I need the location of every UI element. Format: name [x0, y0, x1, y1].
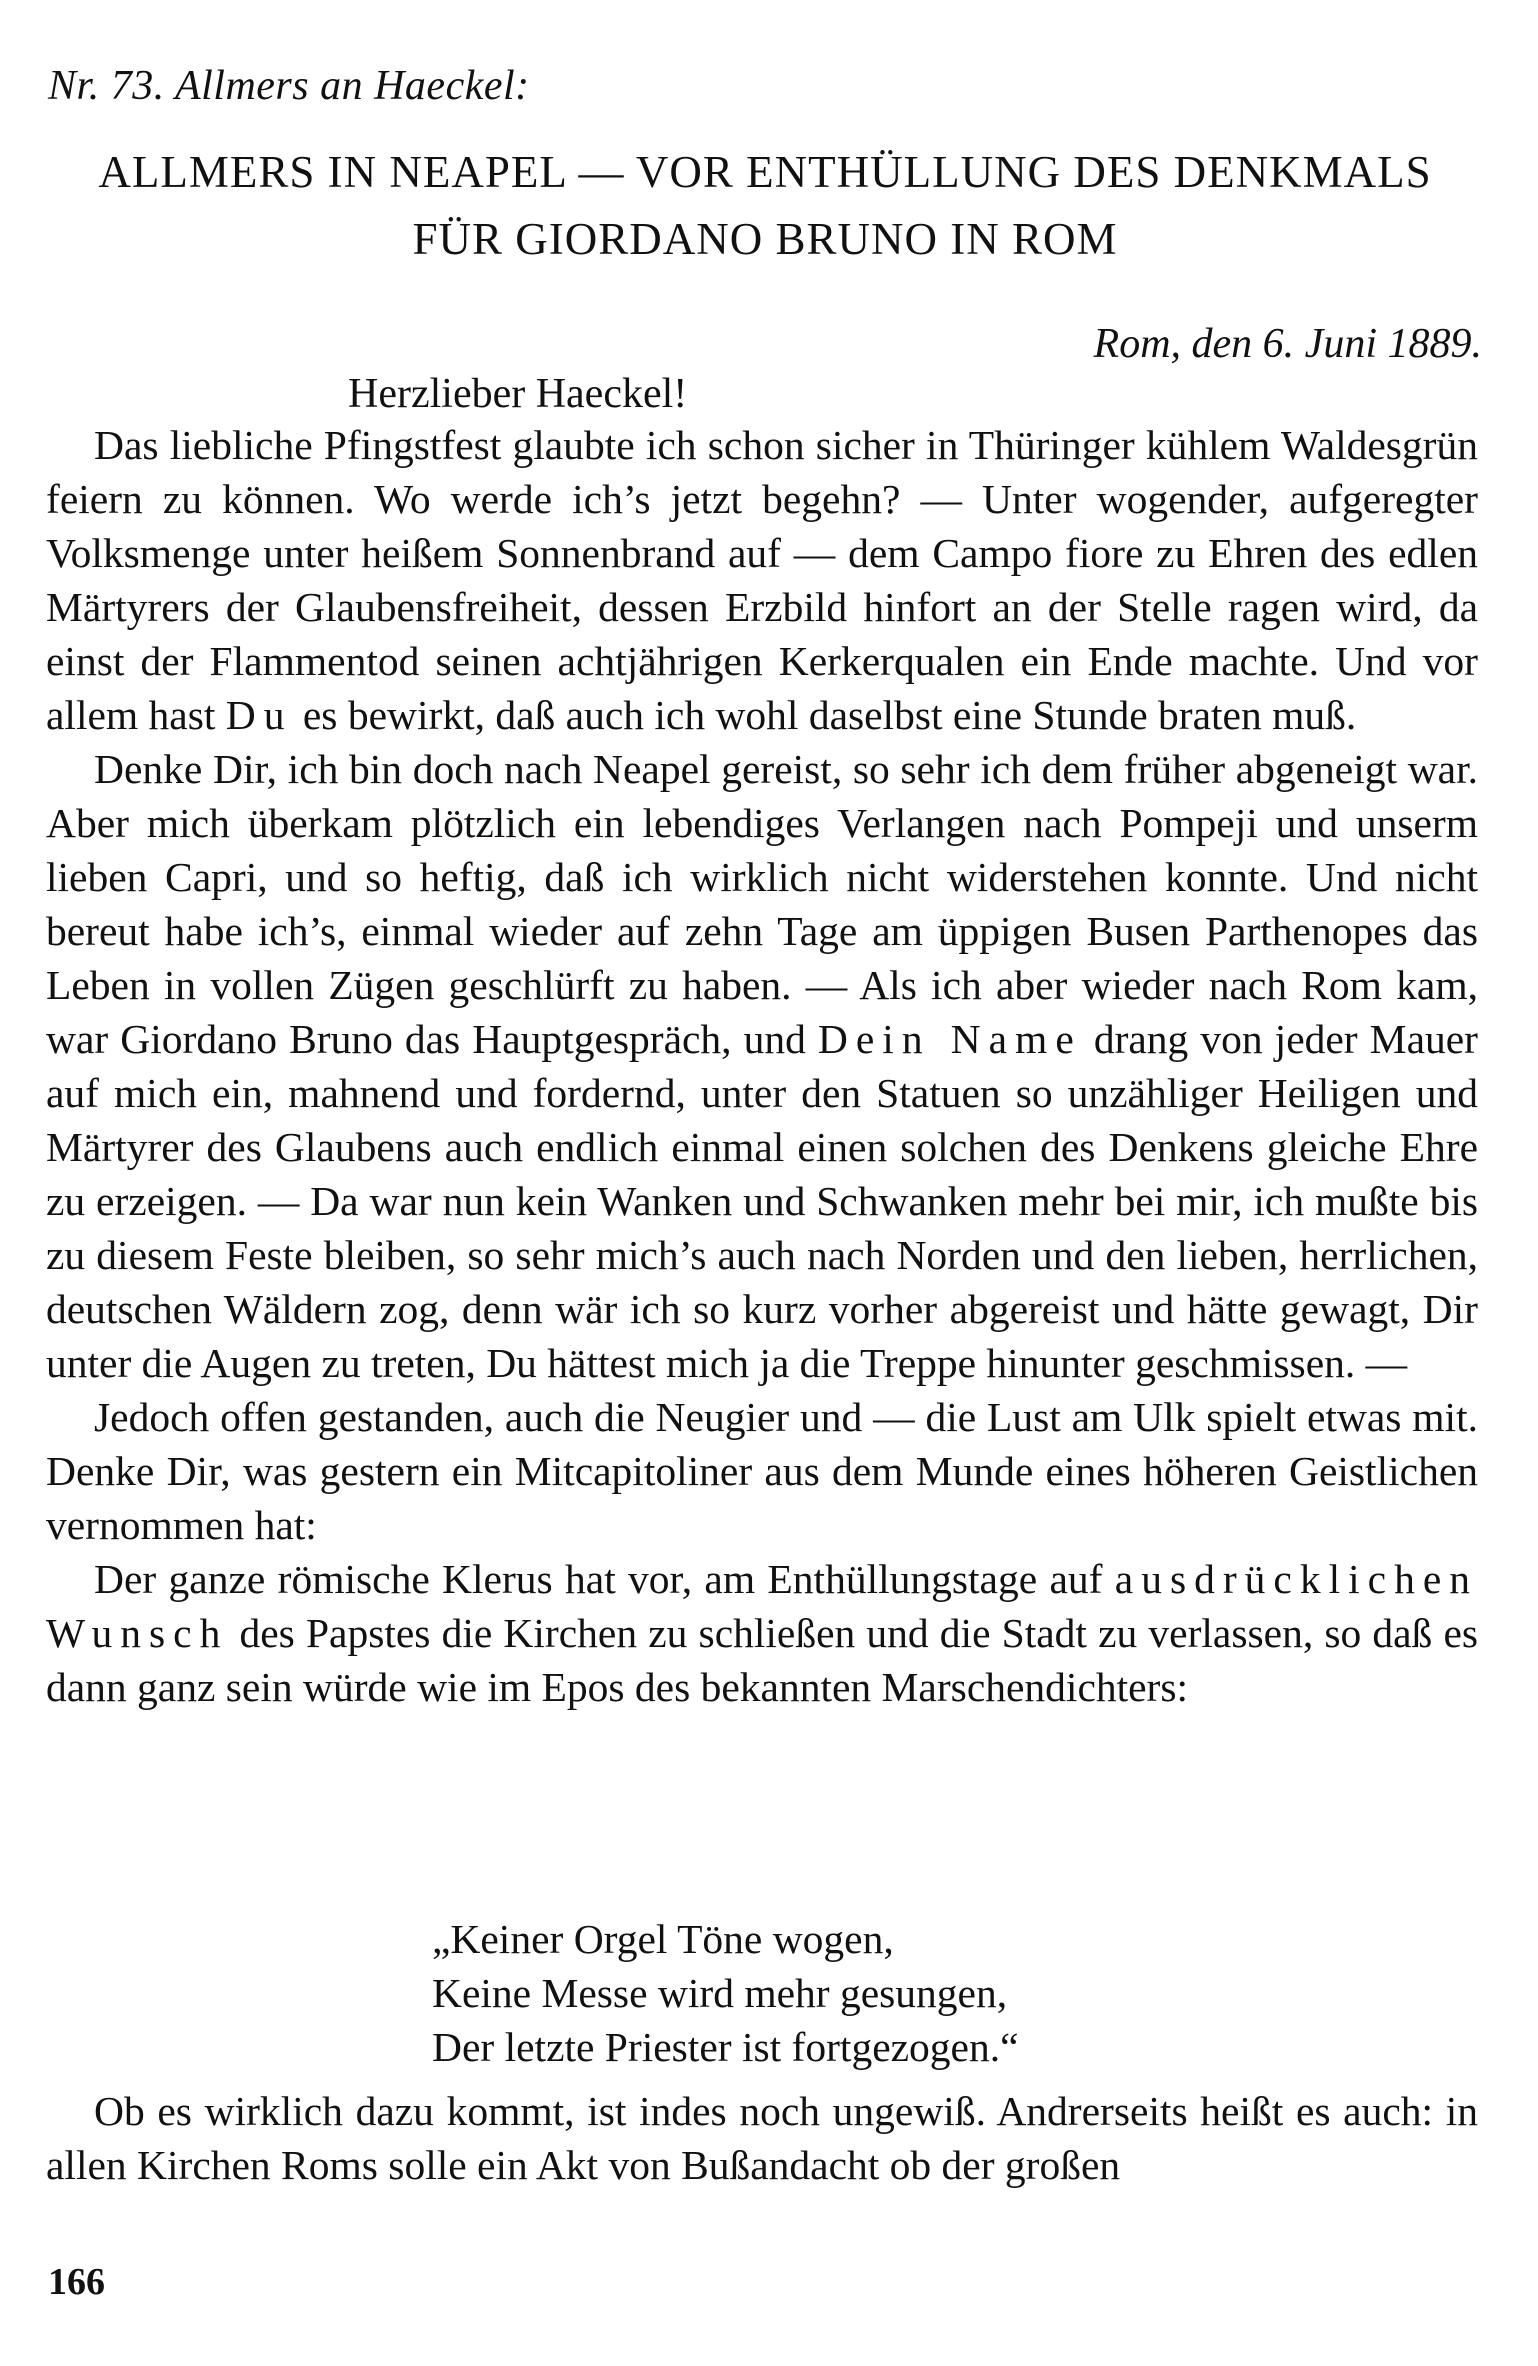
- paragraph-4: [46, 1552, 1478, 1714]
- letter-body-continued: [46, 2084, 1478, 2192]
- quoted-verse: [432, 1912, 1019, 2074]
- page-number: 166: [48, 2261, 105, 2303]
- emphasis-dein-name: Dein Name: [817, 1016, 1082, 1062]
- emphasis-du: Du: [225, 692, 293, 738]
- chapter-title-line-1: ALLMERS IN NEAPEL — VOR ENTHÜLLUNG DES DENKMALS: [98, 147, 1432, 197]
- verse-line-1: „Keiner Orgel Töne wogen,: [432, 1916, 894, 1962]
- letter-body: [46, 418, 1478, 1714]
- letter-salutation: Herzlieber Haeckel!: [348, 371, 688, 417]
- paragraph-2: [46, 742, 1478, 1390]
- verse-line-3: Der letzte Priester ist fortgezogen.“: [432, 2024, 1019, 2070]
- paragraph-5: Ob es wirklich dazu kommt, ist indes noch ungewiß. Andrerseits heißt es auch: in allen Kirchen Roms solle ein Akt von Bußandacht ob der großen: [46, 2088, 1478, 2188]
- paragraph-1: [46, 418, 1478, 742]
- running-head: Nr. 73. Allmers an Haeckel:: [48, 63, 530, 109]
- chapter-title-line-2: FÜR GIORDANO BRUNO IN ROM: [412, 214, 1118, 264]
- paragraph-1-end: es bewirkt, daß auch ich wohl daselbst eine Stunde braten muß.: [302, 692, 1357, 738]
- paragraph-4-text-a: Der ganze römische Klerus hat vor, am Enthüllungstage auf: [94, 1556, 1103, 1602]
- paragraph-3: Jedoch offen gestanden, auch die Neugier und — die Lust am Ulk spielt etwas mit. Denke Dir, was gestern ein Mitcapitoliner aus dem Munde eines höheren Geistlichen vernommen hat:: [46, 1394, 1478, 1548]
- paragraph-1-text: Das liebliche Pfingstfest glaubte ich schon sicher in Thüringer kühlem Waldesgrün feiern zu können. Wo werde ich’s jetzt begehn? — Unter wogender, aufgeregter Volksmenge unter heißem Sonnenbrand auf — dem Campo fiore zu Ehren des edlen Märtyrers der Glaubensfreiheit, dessen Erzbild hinfort an der Stelle ragen wird, da einst der Flammentod seinen achtjährigen Kerkerqualen ein Ende machte. Und vor allem hast: [46, 422, 1478, 738]
- paragraph-2-text-b: drang von jeder Mauer auf mich ein, mahnend und fordernd, unter den Statuen so unzähliger Heiligen und Märtyrer des Glaubens auch endlich einmal einen solchen des Denkens gleiche Ehre zu erzeigen. — Da war nun kein Wanken und Schwanken mehr bei mir, ich mußte bis zu diesem Feste bleiben, so sehr mich’s auch nach Norden und den lieben, herrlichen, deutschen Wäldern zog, denn wär ich so kurz vorher abgereist und hätte gewagt, Dir unter die Augen zu treten, Du hättest mich ja die Treppe hinunter geschmissen. —: [46, 1016, 1478, 1386]
- letter-dateline: Rom, den 6. Juni 1889.: [1093, 321, 1482, 367]
- emphasis-ausdruecklichen-wunsch: ausdrücklichen Wunsch: [46, 1556, 1479, 1656]
- paragraph-4-text-b: des Papstes die Kirchen zu schließen und die Stadt zu verlassen, so daß es dann ganz sein würde wie im Epos des bekannten Marschendichters:: [46, 1610, 1479, 1710]
- verse-line-2: Keine Messe wird mehr gesungen,: [432, 1970, 1008, 2016]
- paragraph-2-text-a: Denke Dir, ich bin doch nach Neapel gereist, so sehr ich dem früher abgeneigt war. Aber mich überkam plötzlich ein lebendiges Verlangen nach Pompeji und unserm lieben Capri, und so heftig, daß ich wirklich nicht widerstehen konnte. Und nicht bereut habe ich’s, einmal wieder auf zehn Tage am üppigen Busen Parthenopes das Leben in vollen Zügen geschlürft zu haben. — Als ich aber wieder nach Rom kam, war Giordano Bruno das Hauptgespräch, und: [46, 746, 1478, 1062]
